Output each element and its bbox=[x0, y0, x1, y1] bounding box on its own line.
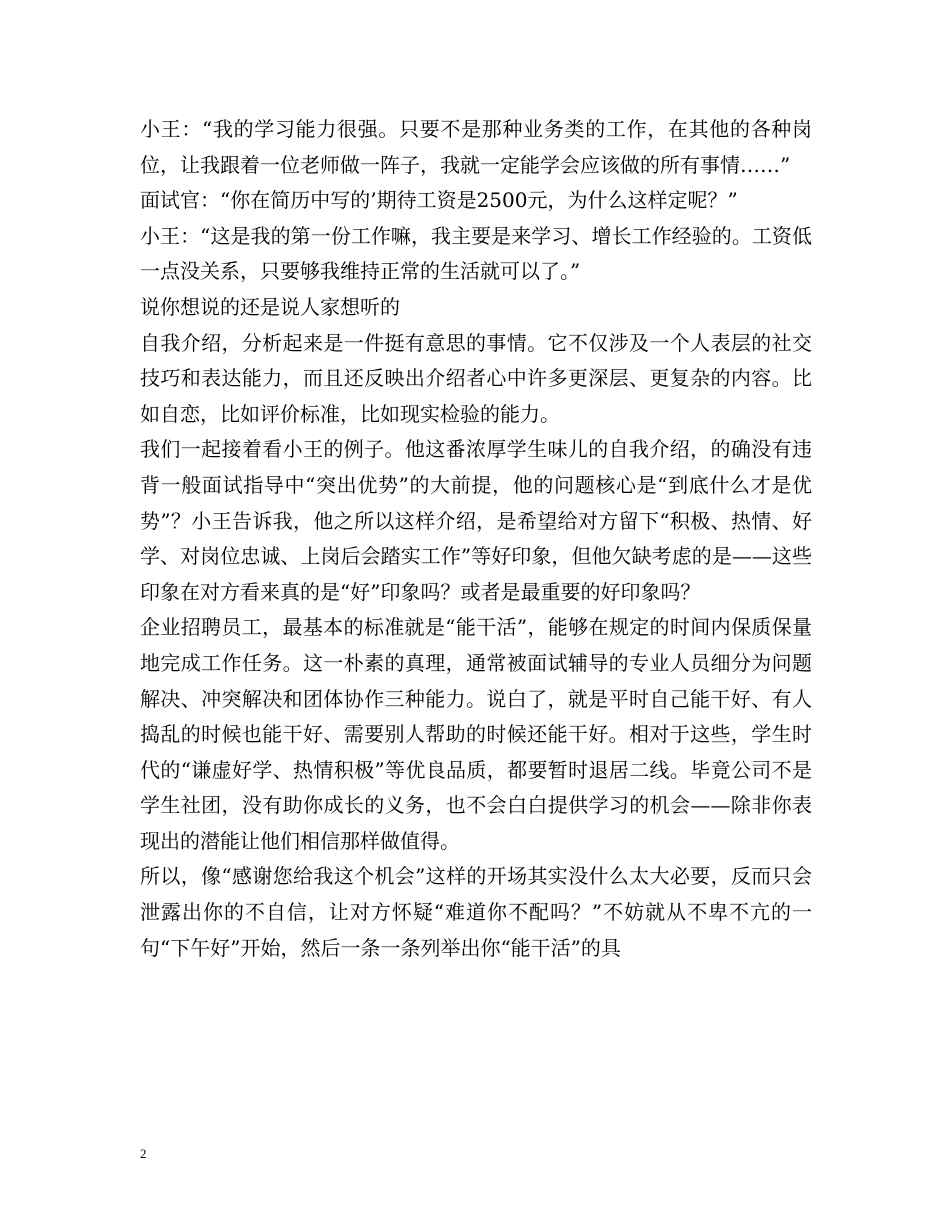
paragraph-dialogue-3: 小王：“这是我的第一份工作嘛，我主要是来学习、增长工作经验的。工资低一点没关系，只要够我维持正常的生活就可以了。” bbox=[140, 223, 812, 284]
paragraph-body-4: 所以，像“感谢您给我这个机会”这样的开场其实没什么太大必要，反而只会泄露出你的不自信，让对方怀疑“难道你不配吗？”不妨就从不卑不亢的一句“下午好”开始，然后一条一条列举出你“能干活”的具 bbox=[140, 864, 812, 960]
paragraph-body-2: 我们一起接着看小王的例子。他这番浓厚学生味儿的自我介绍，的确没有违背一般面试指导中“突出优势”的大前提，他的问题核心是“到底什么才是优势”？小王告诉我，他之所以这样介绍，是希望给对方留下“积极、热情、好学、对岗位忠诚、上岗后会踏实工作”等好印象，但他欠缺考虑的是——这些印象在对方看来真的是“好”印象吗？或者是最重要的好印象吗？ bbox=[140, 437, 812, 604]
section-heading: 说你想说的还是说人家想听的 bbox=[140, 294, 400, 319]
paragraph-dialogue-2: 面试官：“你在简历中写的’期待工资是2500元，为什么这样定呢？” bbox=[140, 188, 738, 213]
page-number: 2 bbox=[140, 1146, 147, 1161]
paragraph-dialogue-1: 小王：“我的学习能力很强。只要不是那种业务类的工作，在其他的各种岗位，让我跟着一位老师做一阵子，我就一定能学会应该做的所有事情……” bbox=[140, 117, 812, 177]
paragraph-body-3: 企业招聘员工，最基本的标准就是“能干活”，能够在规定的时间内保质保量地完成工作任务。这一朴素的真理，通常被面试辅导的专业人员细分为问题解决、冲突解决和团体协作三种能力。说白了，就是平时自己能干好、有人捣乱的时候也能干好、需要别人帮助的时候还能干好。相对于这些，学生时代的“谦虚好学、热情积极”等优良品质，都要暂时退居二线。毕竟公司不是学生社团，没有助你成长的义务，也不会白白提供学习的机会——除非你表现出的潜能让他们相信那样做值得。 bbox=[140, 615, 812, 853]
document-body bbox=[140, 112, 812, 966]
paragraph-body-1: 自我介绍，分析起来是一件挺有意思的事情。它不仅涉及一个人表层的社交技巧和表达能力，而且还反映出介绍者心中许多更深层、更复杂的内容。比如自恋，比如评价标准，比如现实检验的能力。 bbox=[140, 330, 812, 426]
